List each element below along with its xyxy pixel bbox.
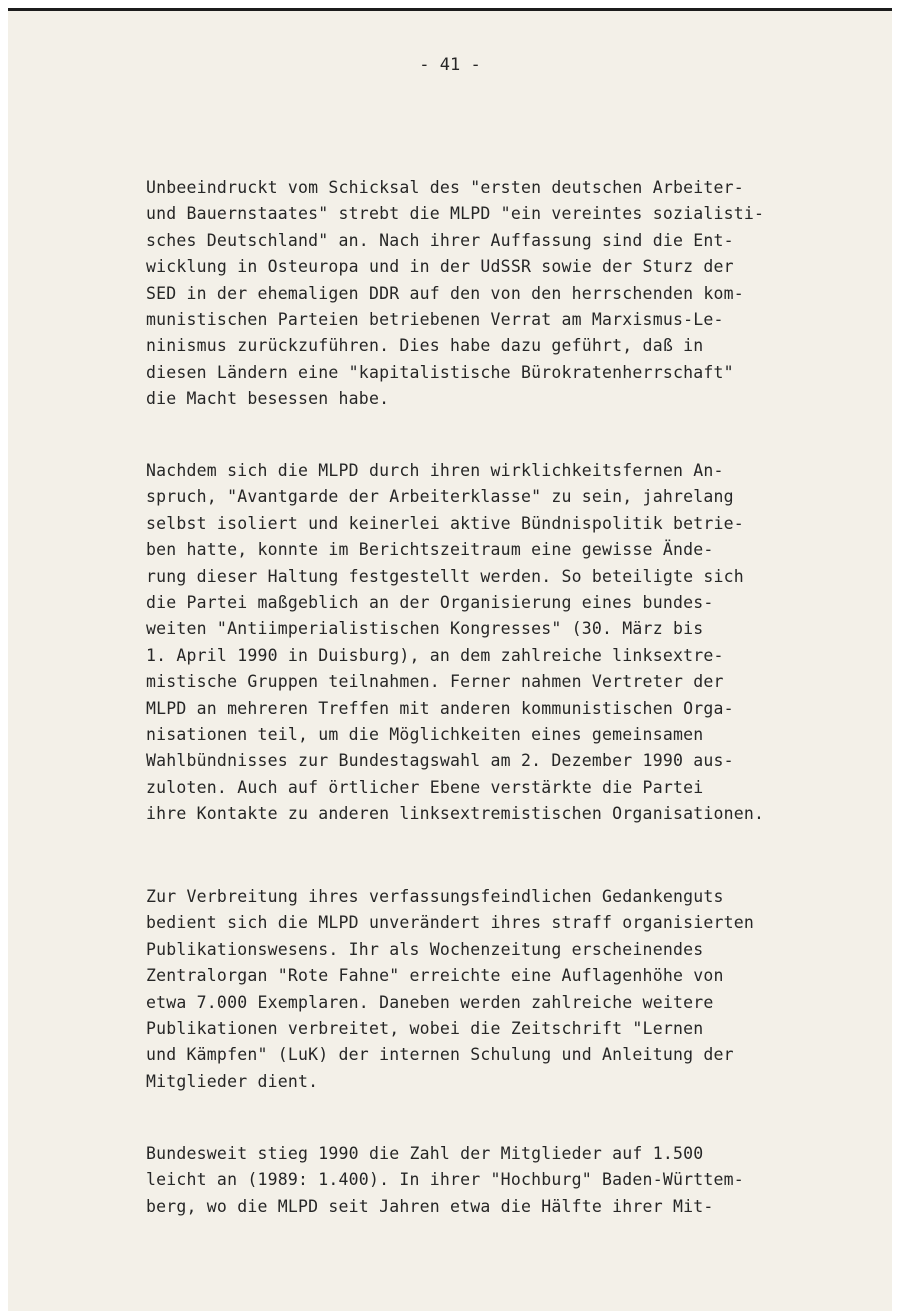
paragraph-3: [146, 884, 866, 1095]
text-line: und Kämpfen" (LuK) der internen Schulung und Anleitung der: [146, 1045, 734, 1065]
text-line: etwa 7.000 Exemplaren. Daneben werden zahlreiche weitere: [146, 992, 714, 1012]
text-line: Zur Verbreitung ihres verfassungsfeindlichen Gedankenguts: [146, 887, 724, 906]
text-line: und Bauernstaates" strebt die MLPD "ein vereintes sozialisti-: [146, 204, 765, 224]
text-line: weiten "Antiimperialistischen Kongresses" (30. März bis: [146, 619, 704, 639]
text-line: diesen Ländern eine "kapitalistische Bürokratenherrschaft": [146, 362, 734, 382]
text-line: Publikationen verbreitet, wobei die Zeitschrift "Lernen: [146, 1019, 704, 1039]
text-line: leicht an (1989: 1.400). In ihrer "Hochburg" Baden-Württem-: [146, 1170, 744, 1190]
text-line: zuloten. Auch auf örtlicher Ebene verstärkte die Partei: [146, 777, 704, 797]
text-line: nisationen teil, um die Möglichkeiten eines gemeinsamen: [146, 725, 704, 745]
paragraph-2: [146, 458, 866, 828]
paragraph-1: [146, 175, 866, 413]
document-page: [8, 8, 892, 1311]
text-line: munistischen Parteien betriebenen Verrat am Marxismus-Le-: [146, 310, 724, 330]
text-line: wicklung in Osteuropa und in der UdSSR sowie der Sturz der: [146, 257, 734, 277]
text-line: Bundesweit stieg 1990 die Zahl der Mitglieder auf 1.500: [146, 1144, 704, 1163]
text-line: Zentralorgan "Rote Fahne" erreichte eine Auflagenhöhe von: [146, 966, 724, 986]
text-line: SED in der ehemaligen DDR auf den von den herrschenden kom-: [146, 283, 744, 303]
text-line: ninismus zurückzuführen. Dies habe dazu geführt, daß in: [146, 336, 704, 356]
text-line: berg, wo die MLPD seit Jahren etwa die Hälfte ihrer Mit-: [146, 1196, 714, 1216]
text-line: 1. April 1990 in Duisburg), an dem zahlreiche linksextre-: [146, 645, 724, 665]
text-line: rung dieser Haltung festgestellt werden. So beteiligte sich: [146, 566, 744, 586]
text-line: MLPD an mehreren Treffen mit anderen kommunistischen Orga-: [146, 698, 734, 718]
text-line: ihre Kontakte zu anderen linksextremistischen Organisationen.: [146, 804, 765, 824]
text-line: sches Deutschland" an. Nach ihrer Auffassung sind die Ent-: [146, 230, 734, 250]
page-number: - 41 -: [419, 55, 481, 75]
text-line: Mitglieder dient.: [146, 1071, 319, 1091]
text-line: ben hatte, konnte im Berichtszeitraum eine gewisse Ände-: [146, 540, 714, 560]
text-line: mistische Gruppen teilnahmen. Ferner nahmen Vertreter der: [146, 672, 724, 692]
text-line: selbst isoliert und keinerlei aktive Bündnispolitik betrie-: [146, 513, 744, 533]
text-line: Nachdem sich die MLPD durch ihren wirklichkeitsfernen An-: [146, 461, 724, 480]
text-line: bedient sich die MLPD unverändert ihres straff organisierten: [146, 913, 755, 933]
paragraph-4: [146, 1141, 866, 1220]
text-line: Publikationswesens. Ihr als Wochenzeitung erscheinendes: [146, 939, 704, 959]
text-line: Unbeeindruckt vom Schicksal des "ersten deutschen Arbeiter-: [146, 178, 744, 197]
text-line: die Partei maßgeblich an der Organisierung eines bundes-: [146, 593, 714, 613]
text-line: die Macht besessen habe.: [146, 389, 390, 409]
text-line: spruch, "Avantgarde der Arbeiterklasse" zu sein, jahrelang: [146, 487, 734, 507]
text-line: Wahlbündnisses zur Bundestagswahl am 2. Dezember 1990 aus-: [146, 751, 734, 771]
